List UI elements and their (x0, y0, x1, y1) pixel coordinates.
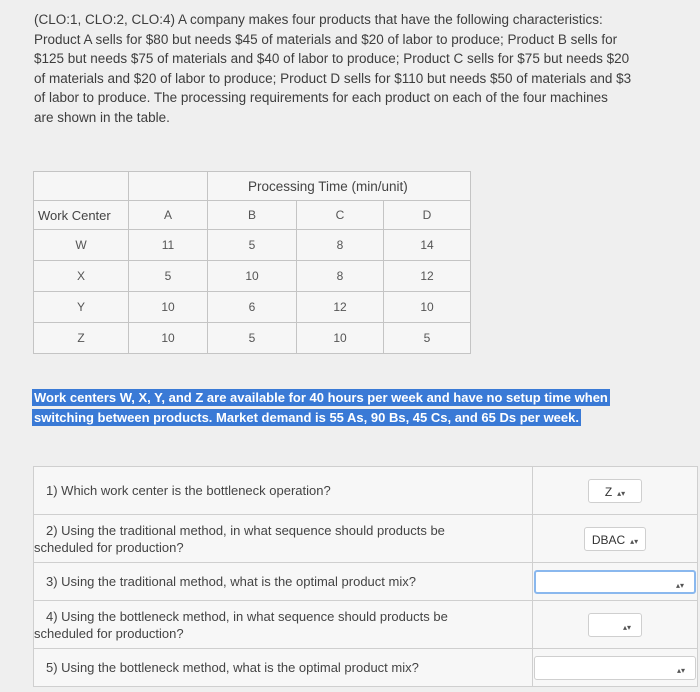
table-title: Processing Time (min/unit) (208, 172, 471, 201)
question-text (34, 649, 533, 687)
question-line: 3) Using the traditional method, what is the optimal product mix? (46, 574, 416, 589)
column-header: C (297, 201, 384, 230)
question-row (34, 601, 698, 649)
questions-table (33, 466, 698, 687)
intro-line: of materials and $20 of labor to produce; Product D sells for $110 but needs $50 of materials and $3 (34, 70, 632, 86)
table-cell: 5 (208, 230, 297, 261)
up-down-arrows-icon: ▴▾ (675, 580, 684, 590)
table-cell: 8 (297, 261, 384, 292)
answer-dropdown-2[interactable] (584, 527, 646, 551)
table-cell: 10 (129, 292, 208, 323)
table-row (34, 323, 471, 354)
table-cell: 11 (129, 230, 208, 261)
table-cell: 14 (384, 230, 471, 261)
column-header: B (208, 201, 297, 230)
up-down-arrows-icon: ▴▾ (617, 488, 626, 498)
question-line: scheduled for production? (34, 625, 184, 641)
intro-line: are shown in the table. (34, 109, 170, 125)
table-cell: 10 (208, 261, 297, 292)
problem-statement (34, 10, 696, 127)
intro-line: $125 but needs $75 of materials and $40 of labor to produce; Product C sells for $75 but needs $20 (34, 51, 630, 66)
up-down-arrows-icon: ▴▾ (676, 665, 685, 675)
question-text (34, 515, 533, 563)
processing-time-table (33, 171, 471, 354)
question-line: 5) Using the bottleneck method, what is the optimal product mix? (46, 660, 419, 675)
row-header: Work Center (34, 201, 129, 230)
table-cell: 6 (208, 292, 297, 323)
column-header: D (384, 201, 471, 230)
table-row (34, 261, 471, 292)
selected-value: Z (604, 484, 613, 499)
table-cell: 10 (384, 292, 471, 323)
selected-value: DBAC (591, 532, 626, 547)
question-line: scheduled for production? (34, 539, 184, 555)
table-cell: 8 (297, 230, 384, 261)
column-header: A (129, 201, 208, 230)
table-cell: 12 (384, 261, 471, 292)
question-text (34, 467, 533, 515)
question-line: 1) Which work center is the bottleneck operation? (46, 483, 331, 498)
question-row (34, 649, 698, 687)
intro-line: of labor to produce. The processing requirements for each product on each of the four machines (34, 90, 608, 105)
question-text (34, 601, 533, 649)
table-row (34, 230, 471, 261)
answer-dropdown-4[interactable] (588, 613, 642, 637)
question-row (34, 563, 698, 601)
table-cell: 10 (129, 323, 208, 354)
selected-constraint-text (32, 388, 652, 428)
table-cell: 5 (208, 323, 297, 354)
work-center-label: Y (34, 292, 129, 323)
question-line: 2) Using the traditional method, in what sequence should products be (46, 522, 445, 538)
question-row (34, 467, 698, 515)
question-row (34, 515, 698, 563)
work-center-label: Z (34, 323, 129, 354)
table-cell: 5 (384, 323, 471, 354)
answer-dropdown-5[interactable] (534, 656, 696, 680)
intro-line: (CLO:1, CLO:2, CLO:4) A company makes four products that have the following characteristics: (34, 12, 603, 27)
table-row (34, 292, 471, 323)
question-text (34, 563, 533, 601)
table-cell: 10 (297, 323, 384, 354)
table-cell: 12 (297, 292, 384, 323)
answer-dropdown-3[interactable] (534, 570, 696, 594)
question-line: 4) Using the bottleneck method, in what sequence should products be (46, 608, 448, 624)
up-down-arrows-icon: ▴▾ (630, 536, 639, 546)
intro-line: Product A sells for $80 but needs $45 of materials and $20 of labor to produce; Product B sells for (34, 31, 618, 47)
answer-dropdown-1[interactable] (588, 479, 642, 503)
highlighted-text: Work centers W, X, Y, and Z are available for 40 hours per week and have no setup time when switching between products. Market demand is 55 As, 90 Bs, 45 Cs, and 65 Ds per week. (34, 390, 608, 425)
table-cell: 5 (129, 261, 208, 292)
work-center-label: X (34, 261, 129, 292)
up-down-arrows-icon: ▴▾ (622, 622, 631, 632)
work-center-label: W (34, 230, 129, 261)
